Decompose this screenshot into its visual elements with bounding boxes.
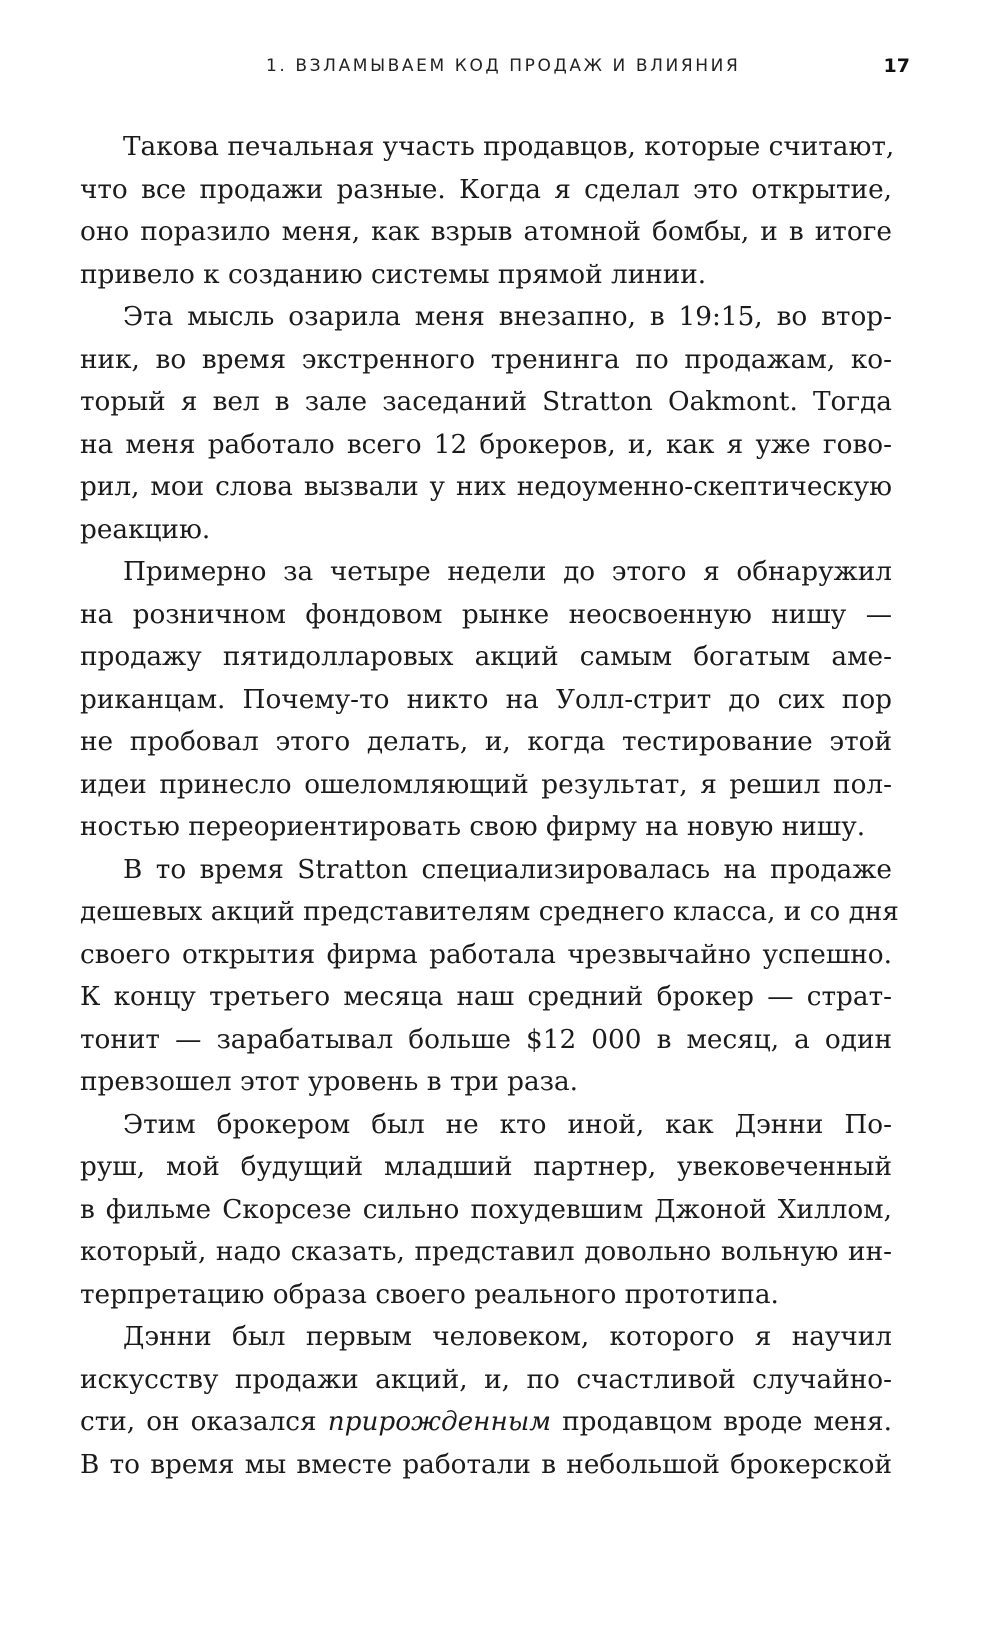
- text-line: в фильме Скорсезе сильно похудевшим Джоной Хиллом,: [80, 1194, 892, 1225]
- text-line: Такова печальная участь продавцов, которые считают,: [123, 132, 895, 162]
- text-line: продажу пятидолларовых акций самым богатым аме-: [80, 642, 892, 672]
- text-line: ностью переориентировать свою фирму на новую нишу.: [80, 812, 866, 842]
- text-line: что все продажи разные. Когда я сделал это открытие,: [80, 174, 892, 205]
- text-line: дешевых акций представителям среднего класса, и со дня: [80, 897, 899, 927]
- text-line: торый я вел в зале заседаний Stratton Oakmont. Тогда: [80, 387, 892, 417]
- text-line: на розничном фондовом рынке неосвоенную нишу —: [80, 599, 892, 630]
- text-line: на меня работало всего 12 брокеров, и, как я уже гово-: [80, 429, 892, 460]
- text-line: Дэнни был первым человеком, которого я научил: [123, 1322, 892, 1352]
- italic-word: прирожденным: [327, 1407, 552, 1437]
- running-header: [80, 52, 916, 82]
- paragraph-6: [80, 1316, 892, 1486]
- paragraph-4: [80, 849, 899, 1104]
- text-line: ник, во время экстренного тренинга по продажам, ко-: [80, 344, 892, 375]
- paragraph-2: [80, 296, 892, 551]
- text-line: реакцию.: [80, 514, 211, 545]
- text-line: терпретацию образа своего реального прототипа.: [80, 1279, 779, 1310]
- text-segment: сти, он оказался: [80, 1407, 328, 1437]
- text-line: тонит — зарабатывал больше $12 000 в месяц, а один: [80, 1024, 892, 1055]
- text-line: искусству продажи акций, и, по счастливой случайно-: [80, 1364, 892, 1395]
- text-line: рил, мои слова вызвали у них недоуменно-скептическую: [80, 472, 892, 502]
- text-line: В то время Stratton специализировалась на продаже: [123, 854, 892, 885]
- paragraph-5: [80, 1104, 892, 1317]
- body-text: [80, 126, 899, 1486]
- text-line: своего открытия фирма работала чрезвычайно успешно.: [80, 939, 892, 970]
- text-line: К концу третьего месяца наш средний брокер — страт-: [80, 982, 892, 1012]
- text-line: превзошел этот уровень в три раза.: [80, 1067, 579, 1097]
- paragraph-1: [80, 126, 895, 296]
- text-line: руш, мой будущий младший партнер, увековеченный: [80, 1152, 892, 1182]
- text-line: риканцам. Почему-то никто на Уолл-стрит до сих пор: [80, 684, 892, 715]
- text-line: привело к созданию системы прямой линии.: [80, 259, 707, 290]
- text-line-with-italic: [80, 1401, 892, 1444]
- text-line: не пробовал этого делать, и, когда тестирование этой: [80, 727, 892, 757]
- text-line: В то время мы вместе работали в небольшой брокерской: [80, 1449, 892, 1480]
- text-line: который, надо сказать, представил довольно вольную ин-: [80, 1237, 892, 1267]
- text-segment: продавцом вроде меня.: [551, 1407, 892, 1437]
- text-line: Эта мысль озарила меня внезапно, в 19:15, во втор-: [123, 302, 892, 332]
- text-line: Примерно за четыре недели до этого я обнаружил: [123, 557, 892, 587]
- page-number: 17: [883, 55, 910, 77]
- text-line: идеи принесло ошеломляющий результат, я решил пол-: [80, 769, 892, 800]
- chapter-title: 1. ВЗЛАМЫВАЕМ КОД ПРОДАЖ И ВЛИЯНИЯ: [266, 56, 741, 76]
- paragraph-3: [80, 551, 892, 849]
- text-line: оно поразило меня, как взрыв атомной бомбы, и в итоге: [80, 217, 892, 247]
- text-line: Этим брокером был не кто иной, как Дэнни По-: [123, 1109, 892, 1140]
